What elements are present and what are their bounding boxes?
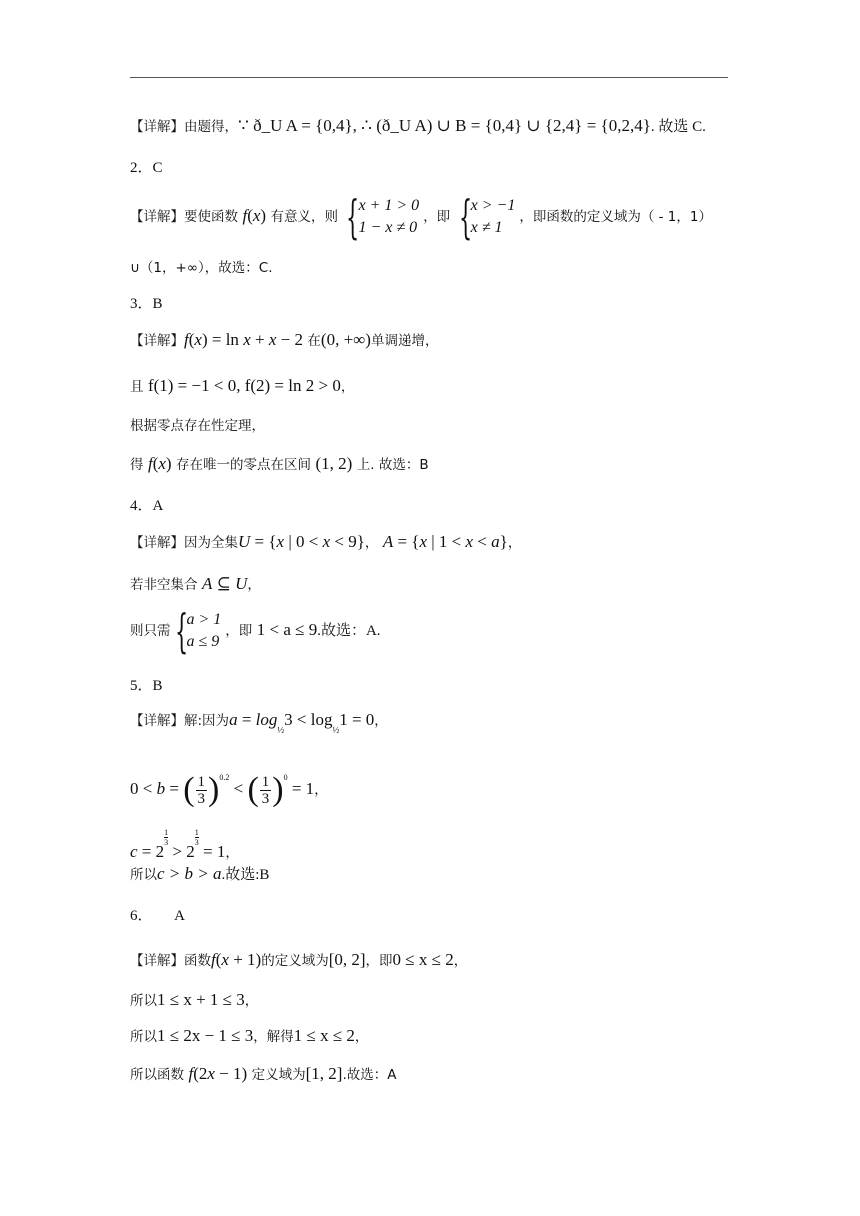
q4-line1: 【详解】因为全集U = {x | 0 < x < 9}， A = {x | 1 < x < a}， bbox=[130, 532, 522, 551]
q3-line1: 【详解】f(x) = ln x + x − 2 在(0, +∞)单调递增， bbox=[130, 330, 439, 349]
q5-line4: 所以c > b > a.故选:B bbox=[130, 864, 270, 883]
q2-system-1: { x + 1 > 0 1 − x ≠ 0 bbox=[346, 190, 420, 244]
q2-system-2: { x > −1 x ≠ 1 bbox=[458, 190, 516, 244]
q6-line1: 【详解】函数f(x + 1)的定义域为[0, 2]，即0 ≤ x ≤ 2， bbox=[130, 950, 468, 969]
q2-detail-line2: ∪（1，+∞），故选：C. bbox=[130, 260, 273, 276]
q6-line2: 所以1 ≤ x + 1 ≤ 3， bbox=[130, 990, 259, 1009]
q4-line2: 若非空集合 A ⊆ U， bbox=[130, 574, 261, 593]
q5-line1: 【详解】解:因为$a = \log_{\frac{1}{2}}3 < \log_{\frac{1}{2}}1 = 0$， bbox=[130, 710, 388, 735]
q1-math: ∵ ð_U A = {0,4}, ∴ (ð_U A) ∪ B = {0,4} ∪ {2,4} = {0,2,4} bbox=[238, 116, 651, 135]
q3-line3: 根据零点存在性定理， bbox=[130, 418, 265, 434]
q2-number: 2．C bbox=[130, 160, 163, 176]
q5-line3: c = 2 1 3 > 2 1 3 = 1， bbox=[130, 828, 239, 861]
q6-line3: 所以1 ≤ 2x − 1 ≤ 3，解得1 ≤ x ≤ 2， bbox=[130, 1026, 369, 1045]
q6-number: 6． A bbox=[130, 908, 186, 924]
detail-label: 【详解】 bbox=[130, 119, 184, 135]
q5-number: 5．B bbox=[130, 678, 163, 694]
q6-line4: 所以函数 f(2x − 1) 定义域为[1, 2].故选：A bbox=[130, 1064, 397, 1083]
q2-detail: 【详解】要使函数 f(x) 有意义，则 { x + 1 > 0 1 − x ≠ 0 ，即 { x > −1 x ≠ 1 ，即函数的定义域为（ - 1，1） bbox=[130, 190, 712, 244]
q4-line3: 则只需 { a > 1 a ≤ 9 ，即 1 < a ≤ 9.故选：A. bbox=[130, 604, 381, 658]
q1-detail: 【详解】由题得，∵ ð_U A = {0,4}, ∴ (ð_U A) ∪ B = {0,4} ∪ {2,4} = {0,2,4}. 故选 C. bbox=[130, 116, 706, 135]
q3-number: 3．B bbox=[130, 296, 163, 312]
q3-line4: 得 f(x) 存在唯一的零点在区间 (1, 2) 上. 故选：B bbox=[130, 454, 429, 473]
q3-line2: 且 f(1) = −1 < 0, f(2) = ln 2 > 0， bbox=[130, 376, 355, 395]
q4-system: { a > 1 a ≤ 9 bbox=[174, 604, 222, 658]
header-rule bbox=[130, 77, 728, 78]
q5-line2: 0 < b = ( $\frac{1}{3}$ )$^{0.2}$ < ( $\frac{1}{3}$ )$^0$ = 1， bbox=[130, 771, 328, 809]
q4-number: 4．A bbox=[130, 498, 164, 514]
